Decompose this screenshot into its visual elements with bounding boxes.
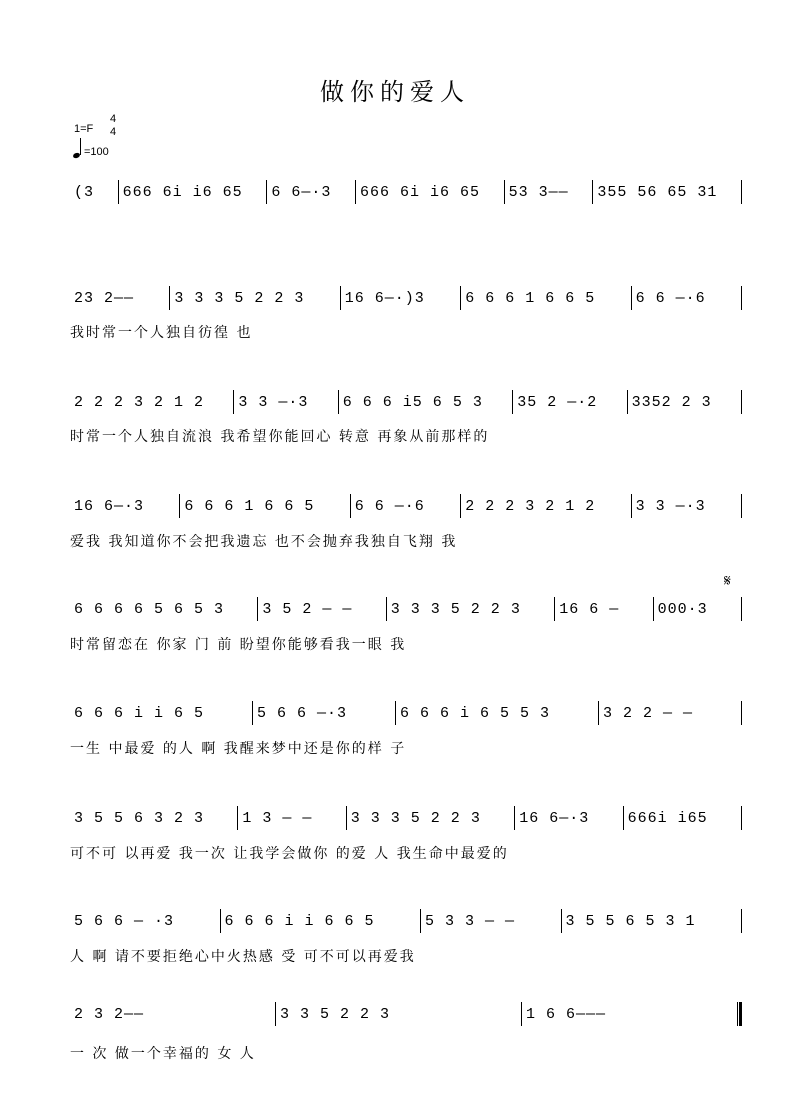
segno-icon: 𝄋	[724, 571, 731, 590]
measure: 3352 2 3	[628, 394, 741, 411]
lyric-line: 一生 中最爱 的人 啊 我醒来梦中还是你的样 子	[70, 741, 407, 757]
measure: 5 6 6 — ·3	[70, 913, 220, 930]
barline	[741, 494, 742, 518]
measure: 2 3 2——	[70, 1006, 275, 1023]
measure: 6 6—·3	[267, 184, 355, 201]
song-title: 做你的爱人	[320, 78, 470, 106]
measure: 000·3	[654, 601, 741, 618]
measure: 6 6 6 i i 6 6 5	[221, 913, 421, 930]
lyric-line: 可不可 以再爱 我一次 让我学会做你 的爱 人 我生命中最爱的	[70, 846, 509, 862]
key-signature: 1=F	[74, 123, 94, 135]
measure: 2 2 2 3 2 1 2	[70, 394, 233, 411]
lyric-line: 一 次 做一个幸福的 女 人	[70, 1046, 256, 1062]
measure: 3 3 —·3	[234, 394, 337, 411]
measure: 35 2 —·2	[513, 394, 626, 411]
measure: 6 6 6 1 6 6 5	[461, 290, 630, 307]
measure: 6 6 —·6	[351, 498, 460, 515]
measure: 666i i65	[624, 810, 741, 827]
measure: 3 3 3 5 2 2 3	[170, 290, 339, 307]
measure: 53 3——	[505, 184, 593, 201]
notation-line	[70, 390, 742, 414]
measure: 3 3 3 5 2 2 3	[387, 601, 554, 618]
lyric-line: 爱我 我知道你不会把我遗忘 也不会抛弃我独自飞翔 我	[70, 534, 458, 550]
measure: 6 6 6 i5 6 5 3	[339, 394, 512, 411]
measure: 23 2——	[70, 290, 169, 307]
quarter-note-icon	[73, 138, 82, 158]
notation-line	[70, 180, 742, 204]
lyric-line: 我时常一个人独自彷徨 也	[70, 325, 253, 341]
measure: 666 6i i6 65	[356, 184, 504, 201]
measure: 3 2 2 — —	[599, 705, 741, 722]
notation-line	[70, 1002, 742, 1026]
measure: 2 2 2 3 2 1 2	[461, 498, 630, 515]
measure: 3 3 3 5 2 2 3	[347, 810, 514, 827]
barline	[737, 1002, 742, 1026]
measure: 6 6 6 i i 6 5	[70, 705, 252, 722]
barline	[741, 286, 742, 310]
measure: 6 6 —·6	[632, 290, 741, 307]
measure: 5 6 6 —·3	[253, 705, 395, 722]
measure: 6 6 6 i 6 5 5 3	[396, 705, 598, 722]
measure: 3 5 5 6 5 3 1	[562, 913, 742, 930]
measure: 16 6—·3	[515, 810, 622, 827]
measure: 6 6 6 1 6 6 5	[180, 498, 349, 515]
measure: (3	[70, 184, 118, 201]
measure: 355 56 65 31	[593, 184, 741, 201]
measure: 6 6 6 6 5 6 5 3	[70, 601, 257, 618]
measure: 3 5 2 — —	[258, 601, 385, 618]
notation-line	[70, 494, 742, 518]
barline	[741, 390, 742, 414]
barline	[741, 909, 742, 933]
measure: 5 3 3 — —	[421, 913, 561, 930]
time-signature: 4 4	[110, 113, 117, 138]
tempo-marking: =100	[73, 138, 109, 158]
measure: 16 6 —	[555, 601, 652, 618]
notation-line	[70, 806, 742, 830]
barline	[741, 701, 742, 725]
measure: 16 6—·3	[70, 498, 179, 515]
measure: 3 3 —·3	[632, 498, 741, 515]
notation-line	[70, 909, 742, 933]
notation-line	[70, 701, 742, 725]
measure: 16 6—·)3	[341, 290, 460, 307]
measure: 3 3 5 2 2 3	[276, 1006, 521, 1023]
barline	[741, 806, 742, 830]
lyric-line: 时常留恋在 你家 门 前 盼望你能够看我一眼 我	[70, 637, 407, 653]
measure: 1 6 6———	[522, 1006, 737, 1023]
notation-line	[70, 597, 742, 621]
measure: 1 3 — —	[238, 810, 345, 827]
measure: 3 5 5 6 3 2 3	[70, 810, 237, 827]
lyric-line: 人 啊 请不要拒绝心中火热感 受 可不可以再爱我	[70, 949, 416, 965]
barline	[741, 597, 742, 621]
notation-line	[70, 286, 742, 310]
lyric-line: 时常一个人独自流浪 我希望你能回心 转意 再象从前那样的	[70, 429, 490, 445]
barline	[741, 180, 742, 204]
measure: 666 6i i6 65	[119, 184, 267, 201]
